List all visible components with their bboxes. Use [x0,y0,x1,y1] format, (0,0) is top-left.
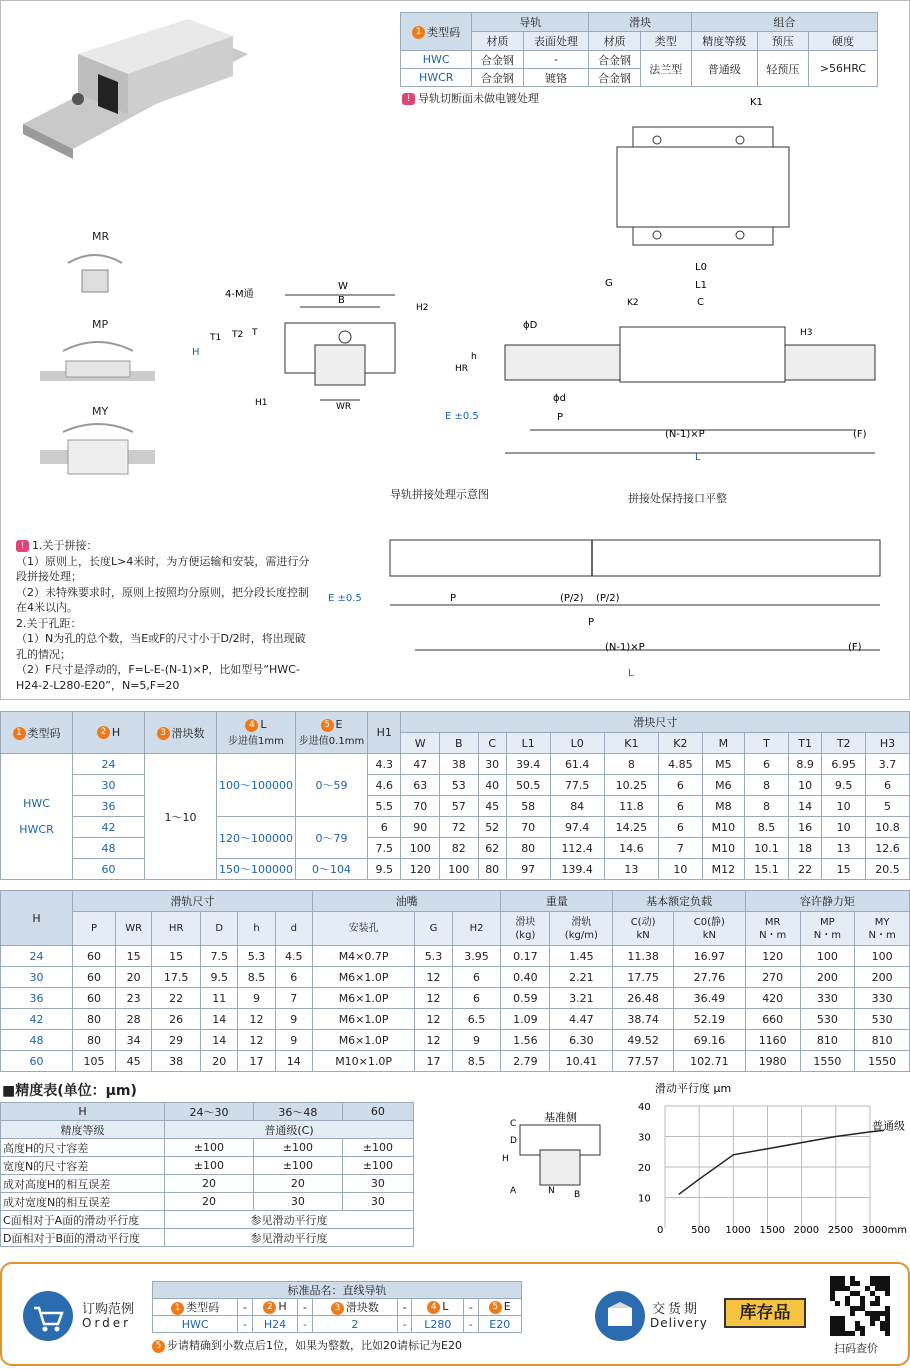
svg-text:L: L [695,452,701,463]
svg-text:4-M通: 4-M通 [225,289,254,300]
svg-text:(F): (F) [853,429,867,440]
table-row: 48 7.5 100 82 62 80 112.4 14.6 7 M10 10.1 18 13 12.6 [1,838,910,859]
cart-icon [22,1290,74,1342]
svg-text:P: P [557,412,564,423]
rail-size-table: H 滑轨尺寸 油嘴 重量 基本额定负载 容许静力矩 P WR HR D h d 安装孔 G H2 滑块 (kg) 滑轨 (kg/m) C(动) kN C0(静) kN MR N・m MP N・m MY N・m 24 60 15 15 7.5 5.3 4.5 M4×0.7P 5.3 3.95 0.17 1.45 11.38 16.97 120 100 100 30 60 20 17.5 9.5 8.5 6 M6×1.0P 12 6 0.40 2.21 17.75 27.76 270 200 200 36 60 23 22 11 9 7 M6×1.0P 12 6 0.59 3.21 26.48 36.49 420 330 330 42 80 28 26 14 12 9 M6×1.0P 12 6.5 1.09 4.47 38.74 52.19 660 530 530 48 80 34 29 14 12 9 M6×1.0P 12 9 1.56 6.30 49.52 69.16 1160 810 810 60 105 45 38 20 17 14 M10×1.0P 17 8.5 2.79 10.41 77.57 102.71 1980 1550 1550 [0,890,910,1072]
delivery-icon [594,1290,646,1342]
order-label-en: Order [82,1316,132,1330]
mr-icon [60,245,130,305]
splice-title: 导轨拼接处理示意图 [390,488,489,501]
svg-text:H: H [192,347,200,358]
order-label: 订购范例 [82,1302,135,1317]
accuracy-title: ■精度表(单位：μm) [2,1083,137,1099]
svg-text:B: B [338,295,345,306]
svg-text:T: T [252,328,258,338]
svg-text:ϕD: ϕD [523,320,538,331]
svg-text:K1: K1 [750,97,763,108]
x-tick-label: 1500 [759,1225,785,1236]
y-tick-label: 30 [638,1132,651,1144]
table-row: 成对宽度N的相互误差 20 30 30 [1,1193,414,1211]
table-row: 36 5.5 70 57 45 58 84 11.8 6 M8 8 14 10 5 [1,796,910,817]
block-size-table: 1 类型码 2 H 3 滑块数 4 L 步进值1mm 5 E 步进值0.1mm H1 滑块尺寸 W B C L1 L0 K1 K2 M T T1 T2 H3 HWC HWCR 24 1～10 100～100000 0～59 4.3 47 38 30 39.4 61.4 8 4.85 M5 6 8.9 6.95 3.7 30 4.6 63 53 40 50.5 77.5 10.25 6 M6 8 10 9.5 6 36 5.5 70 57 45 58 84 11.8 6 M8 8 14 10 5 42 120～100000 0～79 6 90 72 52 70 97.4 14.25 6 M10 8.5 16 10 10.8 48 7.5 100 82 62 80 112.4 14.6 7 M10 10.1 18 13 12.6 60 150～100000 0～104 9.5 120 100 80 97 139.4 13 10 M12 15.1 22 15 20.5 [0,711,910,880]
table-row: 42 80 28 26 14 12 9 M6×1.0P 12 6.5 1.09 4.47 38.74 52.19 660 530 530 [1,1009,910,1030]
table-row: 高度H的尺寸容差 ±100 ±100 ±100 [1,1139,414,1157]
svg-text:HR: HR [455,364,469,374]
y-tick-label: 10 [638,1193,651,1205]
x-tick-label: 2500 [827,1225,854,1236]
svg-text:(F): (F) [848,642,862,653]
svg-text:(P/2): (P/2) [596,593,620,604]
x-tick-label: 3000mm [862,1225,907,1236]
table-row: 42 120～100000 0～79 6 90 72 52 70 97.4 14.25 6 M10 8.5 16 10 10.8 [1,817,910,838]
series-label: 普通级 [872,1119,905,1133]
x-tick-label: 2000 [793,1225,820,1236]
svg-text:L0: L0 [695,262,707,273]
parallelism-chart [630,1078,910,1243]
svg-text:(P/2): (P/2) [560,593,584,604]
qr-code [830,1276,892,1338]
svg-text:D: D [510,1136,517,1146]
table-row: 宽度N的尺寸容差 ±100 ±100 ±100 [1,1157,414,1175]
svg-text:P: P [450,593,457,604]
notes-block: ! 1.关于拼接： （1）原则上，长度L>4米时，为方便运输和安装，需进行分段拼接处理； （2）未特殊要求时，原则上按照均分原则，把分段长度控制在4米以内。 2.关于孔距： （1）N为孔的总个数，当E或F的尺寸小于D/2时，将出现破孔的情况； （2）F尺寸是浮动的，F=L-E-(N-1)×P，比如型号“HWC-H24-2-L280-E20”，N=5,F=20 [16,539,310,692]
splice-drawing [330,530,885,690]
top-view-drawing [595,95,810,250]
svg-text:T1: T1 [210,333,222,343]
svg-text:G: G [605,278,613,289]
svg-text:E ±0.5: E ±0.5 [328,593,362,604]
svg-text:H2: H2 [416,303,429,313]
svg-text:ϕd: ϕd [553,393,566,404]
svg-text:C: C [697,297,704,308]
svg-text:H1: H1 [255,398,268,408]
cross-section-drawing [190,275,440,425]
x-tick-label: 500 [691,1225,711,1236]
svg-text:H: H [502,1154,509,1164]
delivery-label-en: Delivery [650,1316,708,1330]
x-tick-label: 0 [657,1225,664,1236]
table-row: 36 60 23 22 11 9 7 M6×1.0P 12 6 0.59 3.21 26.48 36.49 420 330 330 [1,988,910,1009]
svg-text:基准侧: 基准侧 [544,1111,577,1124]
mr-label: MR [92,230,110,243]
table-row: 成对高度H的相互误差 20 20 30 [1,1175,414,1193]
svg-text:WR: WR [336,402,352,412]
stock-badge: 库存品 [724,1298,806,1328]
table-row: 30 4.6 63 53 40 50.5 77.5 10.25 6 M6 8 10 9.5 6 [1,775,910,796]
y-tick-label: 20 [638,1163,651,1174]
svg-text:K2: K2 [627,298,639,308]
type-codes: HWC HWCR [1,754,73,880]
svg-text:H3: H3 [800,328,813,338]
table-row: 60 105 45 38 20 17 14 M10×1.0P 17 8.5 2.79 10.41 77.57 102.71 1980 1550 1550 [1,1051,910,1072]
mp-icon [38,333,158,388]
svg-text:L: L [628,668,634,679]
side-view-drawing [445,255,885,475]
svg-text:E ±0.5: E ±0.5 [445,411,479,422]
accuracy-table: H 24～30 36～48 60 精度等级 普通级(C) 高度H的尺寸容差 ±100 ±100 ±100 宽度N的尺寸容差 ±100 ±100 ±100 成对高度H的相互误差 20 20 30 成对宽度N的相互误差 20 30 30 C面相对于A面的滑动平行度 参见滑动平行度 D面相对于B面的滑动平行度 参见滑动平行度 [0,1102,414,1247]
order-note: 5 步请精确到小数点后1位，如果为整数，比如20请标记为E20 [152,1337,462,1353]
svg-text:L1: L1 [695,280,707,291]
x-tick-label: 1000 [725,1225,751,1236]
reference-diagram [490,1105,630,1200]
table-row: 48 80 34 29 14 12 9 M6×1.0P 12 9 1.56 6.30 49.52 69.16 1160 810 810 [1,1030,910,1051]
table-row: 60 150～100000 0～104 9.5 120 100 80 97 139.4 13 10 M12 15.1 22 15 20.5 [1,859,910,880]
mp-label: MP [92,318,109,331]
type-code-header: 1 类型码 [401,13,472,51]
svg-text:h: h [471,352,477,362]
rail-note: ! 导轨切断面未做电镀处理 [402,90,539,106]
svg-text:A: A [510,1186,517,1196]
series-line [679,1130,884,1194]
svg-text:T2: T2 [232,330,244,340]
table-row: 24 60 15 15 7.5 5.3 4.5 M4×0.7P 5.3 3.95 0.17 1.45 11.38 16.97 120 100 100 [1,946,910,967]
svg-text:P: P [588,617,595,628]
svg-text:C: C [510,1119,517,1129]
svg-text:B: B [574,1190,581,1200]
y-tick-label: 40 [638,1102,651,1113]
my-label: MY [92,405,109,418]
svg-text:N: N [548,1186,555,1196]
table-row: HWC HWCR 24 1～10 100～100000 0～59 4.3 47 38 30 39.4 61.4 8 4.85 M5 6 8.9 6.95 3.7 [1,754,910,775]
svg-text:W: W [338,281,348,292]
qr-label: 扫码查价 [834,1342,878,1355]
product-photo [18,14,248,164]
svg-text:(N-1)×P: (N-1)×P [605,642,645,653]
my-icon [38,418,158,478]
svg-text:(N-1)×P: (N-1)×P [665,429,705,440]
order-example-table: 标准品名：直线导轨 1 类型码 - 2 H - 3 滑块数 - 4 L - 5 E HWC - H24 - 2 - L280 - E20 [152,1281,522,1333]
chart-title: 滑动平行度 μm [655,1082,732,1095]
material-table: 1 类型码 导轨 滑块 组合 材质 表面处理 材质 类型 精度等级 预压 硬度 HWC 合金钢 - 合金钢 法兰型 普通级 轻预压 >56HRC HWCR 合金钢 镀铬 合金钢 [400,12,878,87]
table-row: 30 60 20 17.5 9.5 8.5 6 M6×1.0P 12 6 0.40 2.21 17.75 27.76 270 200 200 [1,967,910,988]
delivery-label: 交货期 [652,1302,701,1317]
splice-label: 拼接处保持接口平整 [628,492,727,505]
